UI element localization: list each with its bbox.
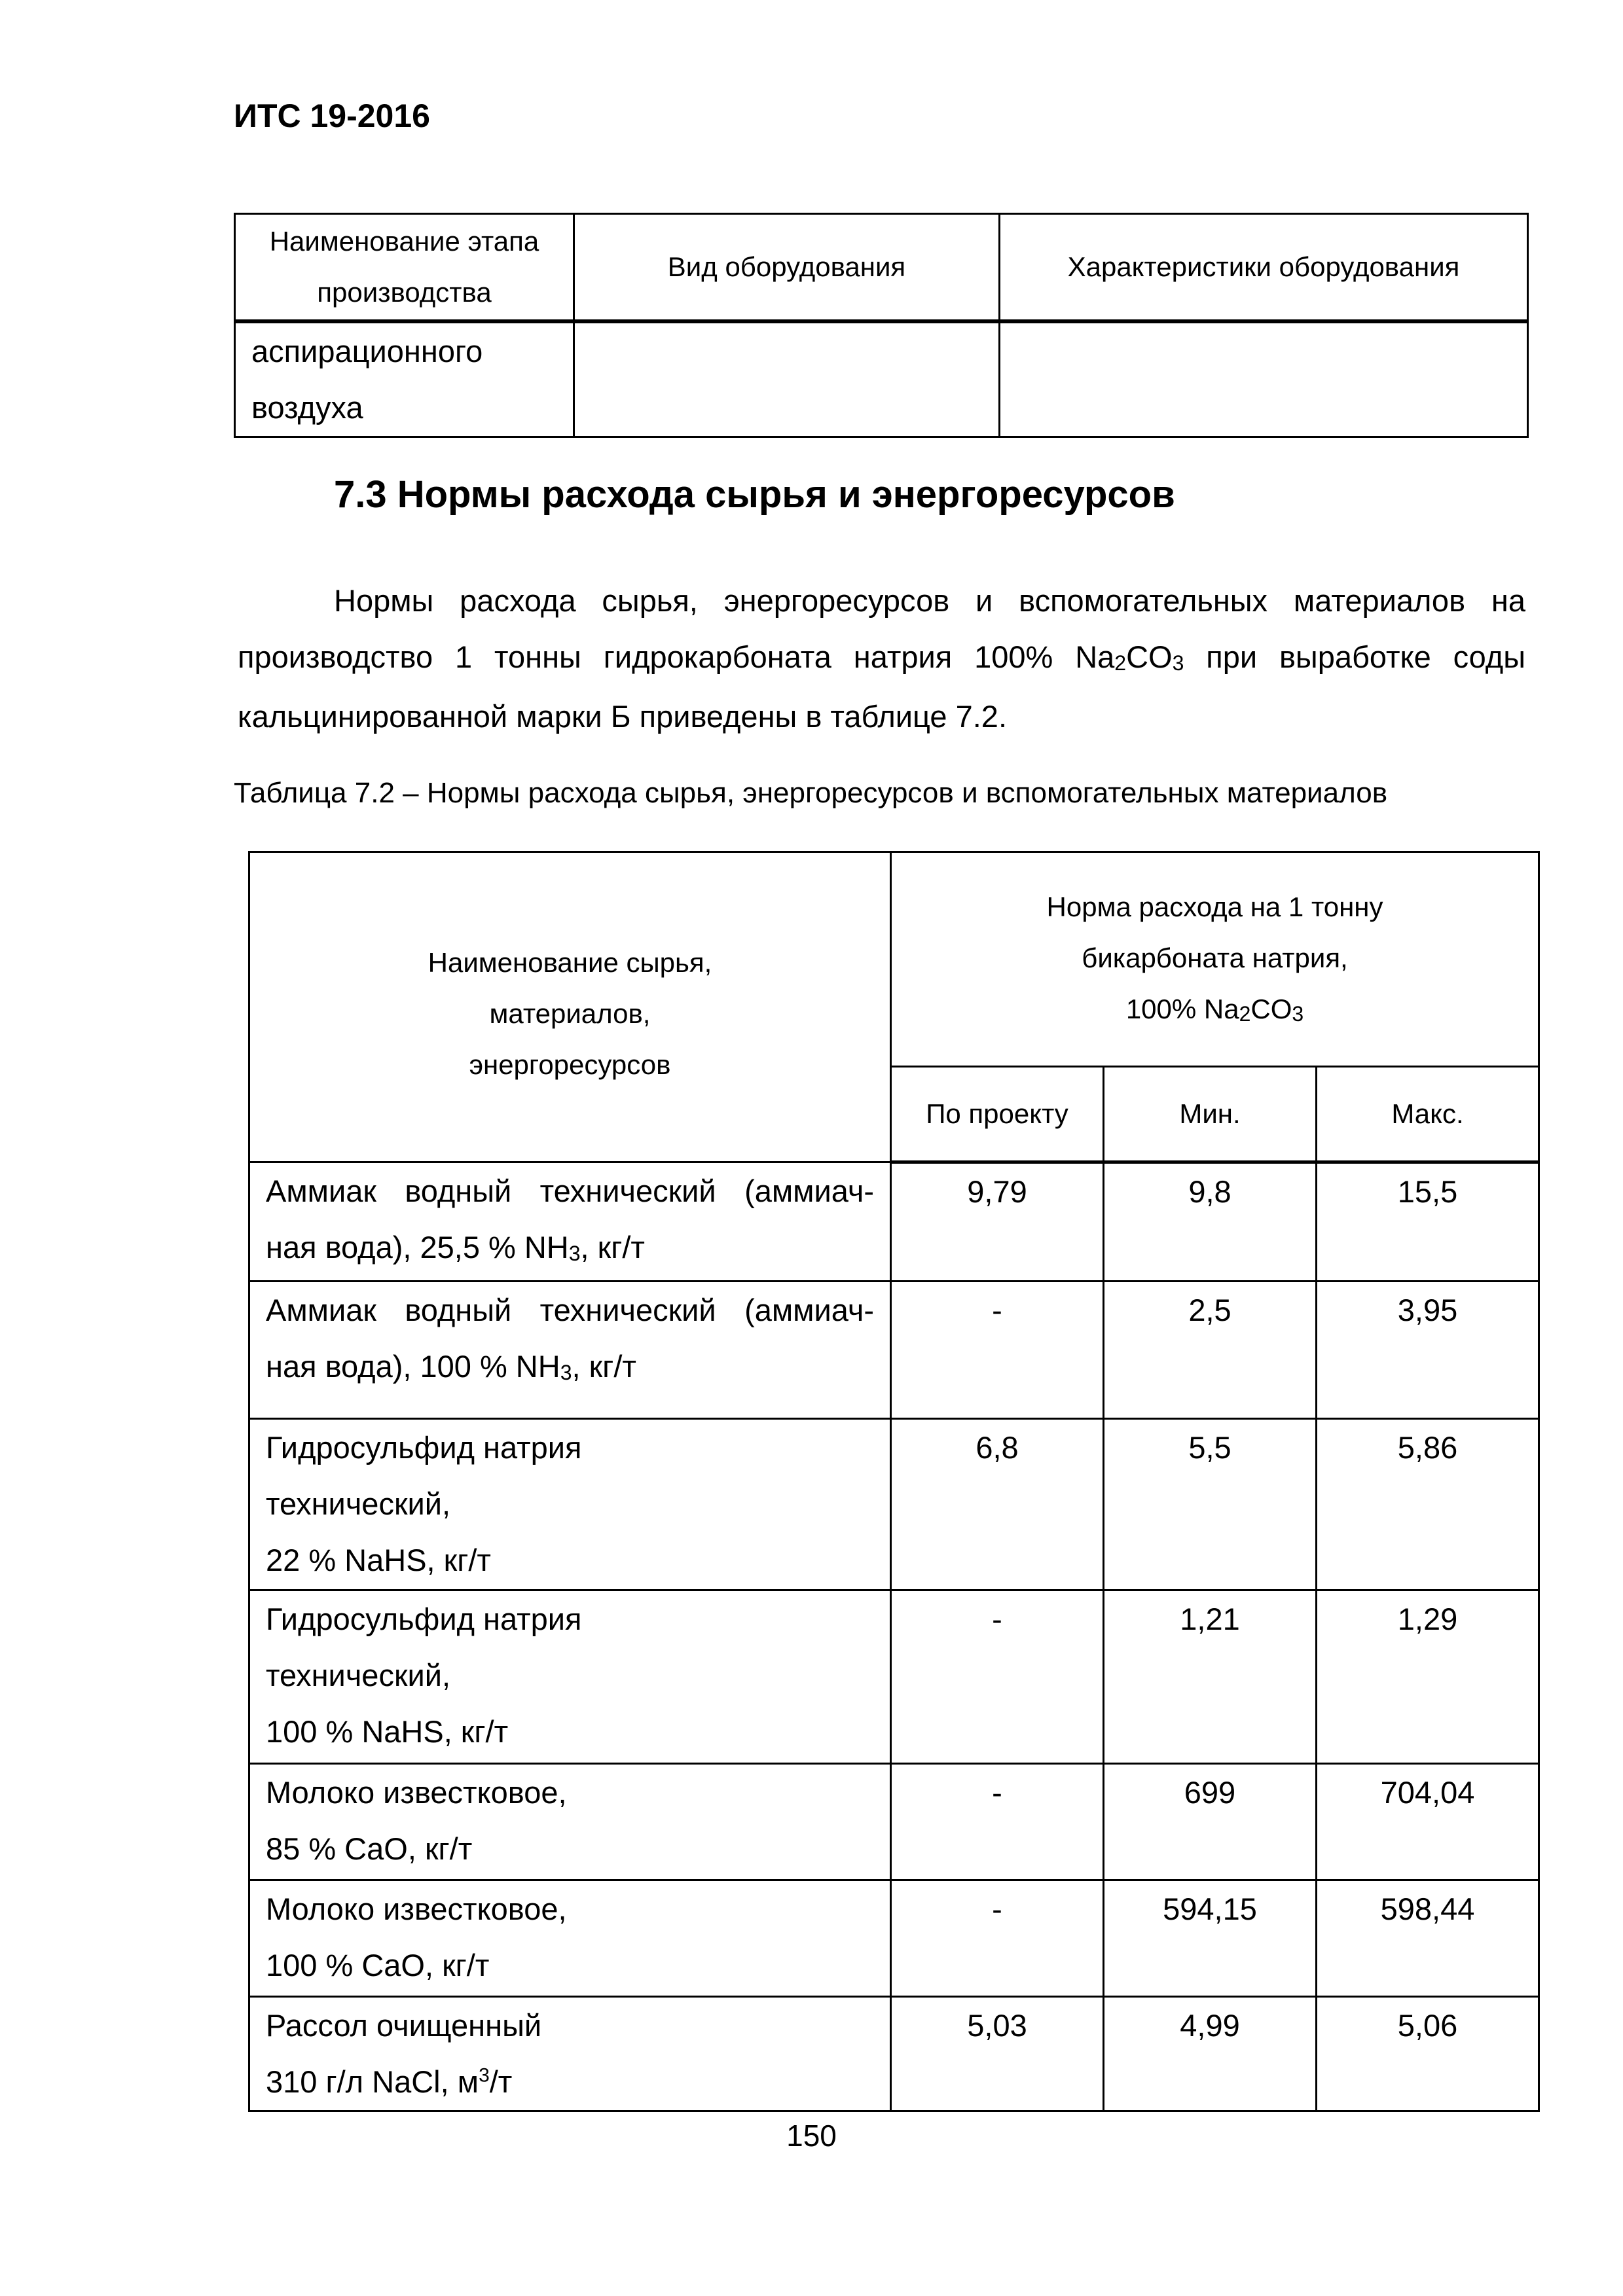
value-max-cell: 3,95 [1317, 1282, 1539, 1419]
value-project-cell: 9,79 [891, 1162, 1104, 1282]
table-row [249, 1997, 1539, 2111]
value-max-cell: 1,29 [1317, 1590, 1539, 1764]
value-project-cell: - [891, 1880, 1104, 1997]
table-row [249, 1162, 1539, 1282]
material-name-cell: Гидросульфид натрия технический, 22 % NaHS, кг/т [249, 1419, 891, 1590]
value-project-cell: - [891, 1764, 1104, 1880]
value-max-cell: 598,44 [1317, 1880, 1539, 1997]
value-min-cell: 699 [1104, 1764, 1317, 1880]
consumption-norms-table [248, 851, 1540, 2112]
material-name-cell: Гидросульфид натрия технический, 100 % NaHS, кг/т [249, 1590, 891, 1764]
table-row [249, 1880, 1539, 1997]
table-row [249, 1282, 1539, 1419]
value-project-cell: - [891, 1590, 1104, 1764]
material-name-cell: Аммиак водный технический (аммиач- ная вода), 25,5 % $NH_3$, кг/т [249, 1162, 891, 1282]
value-min-cell: 9,8 [1104, 1162, 1317, 1282]
header-cell-max: Макс. [1317, 1067, 1539, 1162]
value-max-cell: 5,06 [1317, 1997, 1539, 2111]
material-name-cell: Молоко известковое, 85 % CaO, кг/т [249, 1764, 891, 1880]
equipment-table-header [235, 214, 1528, 322]
header-cell-norm: Норма расхода на 1 тонну бикарбоната натрия, 100% $Na_2CO_3$ [891, 852, 1539, 1067]
header-cell-min: Мин. [1104, 1067, 1317, 1162]
table-row [249, 1419, 1539, 1590]
value-min-cell: 5,5 [1104, 1419, 1317, 1590]
value-min-cell: 4,99 [1104, 1997, 1317, 2111]
value-min-cell: 2,5 [1104, 1282, 1317, 1419]
value-max-cell: 5,86 [1317, 1419, 1539, 1590]
header-cell-material: Наименование сырья, материалов, энергоресурсов [249, 852, 891, 1162]
value-min-cell: 1,21 [1104, 1590, 1317, 1764]
equipment-table [234, 213, 1529, 438]
section-paragraph: Нормы расхода сырья, энергоресурсов и вспомогательных материалов на производство 1 тонны гидрокарбоната натрия 100% $Na_2CO_3$ при выработке соды кальцинированной марки Б приведены в таблице 7.2. [238, 583, 1525, 734]
header-cell-project: По проекту [891, 1067, 1104, 1162]
document-code: ИТС 19-2016 [234, 98, 430, 134]
value-project-cell: 6,8 [891, 1419, 1104, 1590]
value-project-cell: - [891, 1282, 1104, 1419]
table-row [249, 1590, 1539, 1764]
stage-cell: аспирационного воздуха [235, 321, 574, 437]
value-max-cell: 704,04 [1317, 1764, 1539, 1880]
characteristics-cell [1000, 321, 1528, 437]
equipment-cell [574, 321, 1000, 437]
material-name-cell: Рассол очищенный 310 г/л NaCl, $м^3/т$ [249, 1997, 891, 2111]
header-cell-stage: Наименование этапа производства [235, 214, 574, 322]
material-name-cell: Молоко известковое, 100 % CaO, кг/т [249, 1880, 891, 1997]
header-cell-characteristics: Характеристики оборудования [1000, 214, 1528, 322]
material-name-cell: Аммиак водный технический (аммиач- ная вода), 100 % $NH_3$, кг/т [249, 1282, 891, 1419]
table-row [235, 321, 1528, 437]
header-cell-equipment: Вид оборудования [574, 214, 1000, 322]
table-caption: Таблица 7.2 – Нормы расхода сырья, энергоресурсов и вспомогательных материалов [234, 777, 1388, 809]
table-row [249, 1764, 1539, 1880]
value-min-cell: 594,15 [1104, 1880, 1317, 1997]
page-number: 150 [786, 2119, 837, 2153]
value-project-cell: 5,03 [891, 1997, 1104, 2111]
value-max-cell: 15,5 [1317, 1162, 1539, 1282]
section-title: 7.3 Нормы расхода сырья и энергоресурсов [334, 473, 1175, 516]
table-header-row [249, 852, 1539, 1067]
